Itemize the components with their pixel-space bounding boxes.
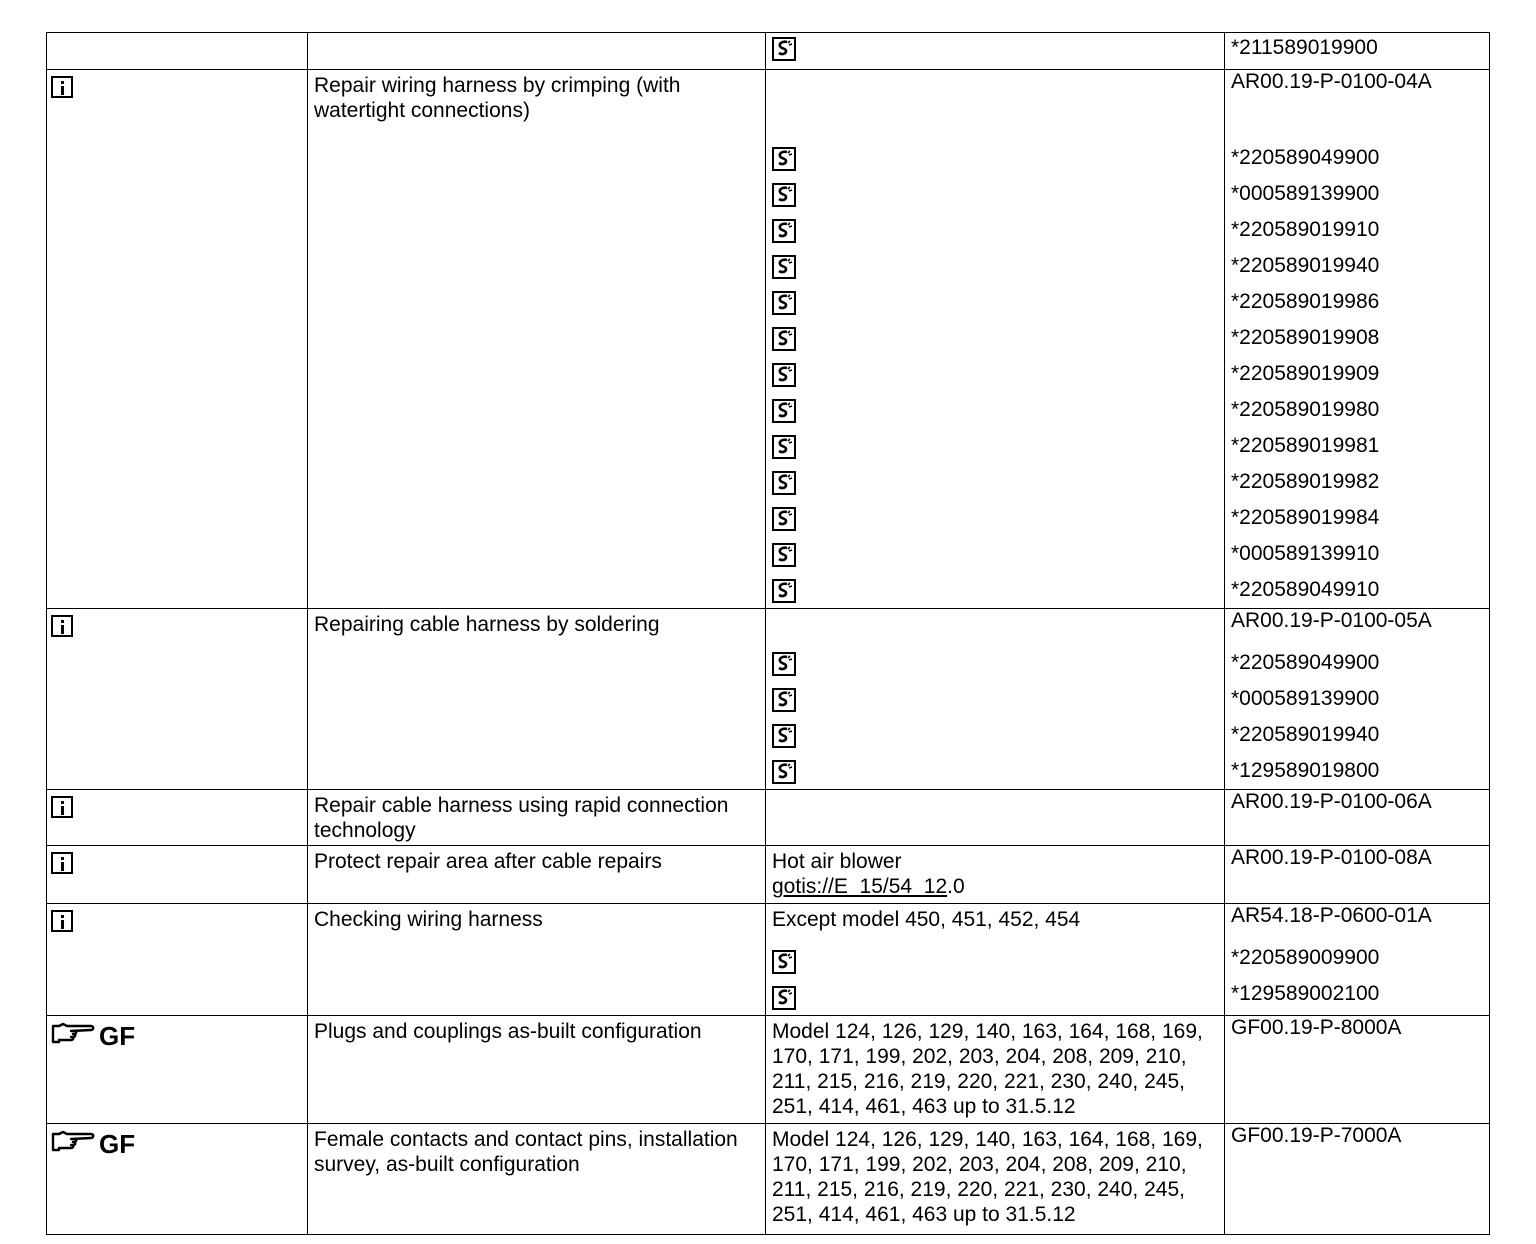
link-suffix: .0 — [947, 875, 965, 898]
note-text: Model 124, 126, 129, 140, 163, 164, 168, 169, 170, 171, 199, 202, 203, 204, 208, 209, 210, 211, 215, 216, 219, 220, 221, 230, 240, 245, 251, 414, 461, 463 up to 31.5.12 — [772, 1128, 1203, 1226]
document-ref[interactable]: AR00.19-P-0100-04A — [1231, 70, 1432, 93]
description-text: Plugs and couplings as-built configuration — [314, 1020, 702, 1043]
gf-label: GF — [99, 1129, 136, 1159]
icon-cell — [47, 1016, 308, 1124]
info-icon[interactable] — [51, 615, 73, 637]
pointing-hand-icon — [51, 1128, 99, 1161]
reference-cell — [1225, 790, 1490, 846]
reference-cell — [1225, 1124, 1490, 1235]
icon-cell — [47, 33, 308, 70]
table-row — [47, 790, 1490, 846]
special-tool-icon[interactable] — [772, 507, 796, 531]
tool-number[interactable]: *220589019940 — [1231, 723, 1380, 746]
notes-cell — [766, 904, 1225, 1016]
special-tool-line — [766, 392, 1224, 428]
special-tool-icon[interactable] — [772, 688, 796, 712]
special-tool-line — [766, 320, 1224, 356]
note-line: Hot air blower — [772, 850, 902, 873]
tool-number[interactable]: *220589049900 — [1231, 651, 1380, 674]
note-link-line — [772, 874, 1220, 899]
special-tool-icon[interactable] — [772, 219, 796, 243]
reference-cell — [1225, 904, 1490, 1016]
special-tool-line — [766, 356, 1224, 392]
empty-line — [766, 609, 1224, 645]
description-text: Female contacts and contact pins, installation survey, as-built configuration — [314, 1128, 738, 1176]
pointing-hand-icon — [51, 1020, 99, 1053]
gotis-link[interactable]: gotis://E_15/54_12 — [772, 875, 948, 898]
special-tool-line — [766, 753, 1224, 789]
gf-link[interactable] — [51, 1128, 307, 1161]
notes-cell — [766, 609, 1225, 790]
table-row — [47, 904, 1490, 1016]
tool-number[interactable]: *220589019909 — [1231, 362, 1380, 385]
special-tool-line — [766, 500, 1224, 536]
notes-cell — [766, 790, 1225, 846]
notes-cell — [766, 1124, 1225, 1235]
info-icon[interactable] — [51, 76, 73, 98]
description-cell — [308, 609, 766, 790]
info-icon[interactable] — [51, 796, 73, 818]
note-text — [766, 846, 1224, 899]
table-row — [47, 70, 1490, 609]
description-cell — [308, 1016, 766, 1124]
document-ref[interactable]: AR00.19-P-0100-08A — [1231, 846, 1432, 869]
tool-number[interactable]: *220589019910 — [1231, 218, 1380, 241]
notes-cell — [766, 1016, 1225, 1124]
special-tool-icon[interactable] — [772, 363, 796, 387]
description-text: Repair wiring harness by crimping (with watertight connections) — [314, 74, 681, 122]
description-cell — [308, 1124, 766, 1235]
description-text: Protect repair area after cable repairs — [314, 850, 662, 873]
document-ref[interactable]: AR54.18-P-0600-01A — [1231, 904, 1432, 927]
special-tool-line — [766, 464, 1224, 500]
document-ref[interactable]: AR00.19-P-0100-05A — [1231, 609, 1432, 632]
tool-number[interactable]: *220589019981 — [1231, 434, 1380, 457]
table-row — [47, 1124, 1490, 1235]
tool-number[interactable]: *129589019800 — [1231, 759, 1380, 782]
description-text: Repair cable harness using rapid connection technology — [314, 794, 729, 842]
description-cell — [308, 846, 766, 904]
special-tool-line — [766, 645, 1224, 681]
special-tool-icon[interactable] — [772, 399, 796, 423]
gf-label: GF — [99, 1021, 136, 1051]
icon-cell — [47, 1124, 308, 1235]
note-text: Except model 450, 451, 452, 454 — [772, 908, 1081, 931]
tool-number[interactable]: *000589139900 — [1231, 182, 1380, 205]
special-tool-icon[interactable] — [772, 760, 796, 784]
special-tool-line — [766, 212, 1224, 248]
reference-cell — [1225, 70, 1490, 609]
gf-link[interactable] — [51, 1020, 307, 1053]
description-cell — [308, 790, 766, 846]
description-cell — [308, 33, 766, 70]
reference-cell — [1225, 33, 1490, 70]
description-text: Repairing cable harness by soldering — [314, 613, 660, 636]
table-row — [47, 846, 1490, 904]
tool-number[interactable]: *220589019984 — [1231, 506, 1380, 529]
tool-number[interactable]: *211589019900 — [1231, 36, 1378, 59]
empty-line — [766, 790, 1224, 826]
document-ref[interactable]: GF00.19-P-7000A — [1231, 1124, 1402, 1147]
special-tool-line — [766, 176, 1224, 212]
special-tool-icon[interactable] — [772, 950, 796, 974]
spacer — [766, 106, 1224, 140]
special-tool-icon[interactable] — [772, 579, 796, 603]
tool-number[interactable]: *220589049910 — [1231, 578, 1380, 601]
icon-cell — [47, 609, 308, 790]
special-tool-icon[interactable] — [772, 327, 796, 351]
special-tool-line — [766, 536, 1224, 572]
special-tool-line — [766, 979, 1224, 1015]
special-tool-icon[interactable] — [772, 183, 796, 207]
tool-number[interactable]: *220589019982 — [1231, 470, 1380, 493]
empty-line — [766, 70, 1224, 106]
icon-cell — [47, 846, 308, 904]
tool-number[interactable]: *129589002100 — [1231, 982, 1380, 1005]
tool-number[interactable]: *000589139910 — [1231, 542, 1380, 565]
special-tool-line — [766, 33, 1224, 67]
special-tool-line — [766, 681, 1224, 717]
special-tool-icon[interactable] — [772, 724, 796, 748]
special-tool-icon[interactable] — [772, 435, 796, 459]
reference-cell — [1225, 609, 1490, 790]
tool-number[interactable]: *220589019986 — [1231, 290, 1380, 313]
special-tool-line — [766, 717, 1224, 753]
tool-number[interactable]: *220589019980 — [1231, 398, 1380, 421]
reference-cell — [1225, 1016, 1490, 1124]
description-text: Checking wiring harness — [314, 908, 543, 931]
tool-number[interactable]: *220589019908 — [1231, 326, 1380, 349]
spacer — [1225, 106, 1489, 140]
table-row — [47, 609, 1490, 790]
document-ref[interactable]: GF00.19-P-8000A — [1231, 1016, 1402, 1039]
special-tool-line — [766, 428, 1224, 464]
special-tool-line — [766, 284, 1224, 320]
description-cell — [308, 904, 766, 1016]
tool-number[interactable]: *220589009900 — [1231, 946, 1380, 969]
special-tool-icon[interactable] — [772, 986, 796, 1010]
special-tool-icon[interactable] — [772, 291, 796, 315]
tool-number[interactable]: *220589019940 — [1231, 254, 1380, 277]
tool-number[interactable]: *000589139900 — [1231, 687, 1380, 710]
document-table — [46, 32, 1490, 1235]
description-cell — [308, 70, 766, 609]
icon-cell — [47, 70, 308, 609]
icon-cell — [47, 904, 308, 1016]
info-icon[interactable] — [51, 852, 73, 874]
special-tool-line — [766, 140, 1224, 176]
note-text: Model 124, 126, 129, 140, 163, 164, 168, 169, 170, 171, 199, 202, 203, 204, 208, 209, 210, 211, 215, 216, 219, 220, 221, 230, 240, 245, 251, 414, 461, 463 up to 31.5.12 — [772, 1020, 1203, 1118]
notes-cell — [766, 846, 1225, 904]
info-icon[interactable] — [51, 910, 73, 932]
special-tool-line — [766, 572, 1224, 608]
special-tool-line — [766, 248, 1224, 284]
notes-cell — [766, 70, 1225, 609]
special-tool-icon[interactable] — [772, 37, 796, 61]
special-tool-icon[interactable] — [772, 147, 796, 171]
special-tool-icon[interactable] — [772, 652, 796, 676]
table-row — [47, 1016, 1490, 1124]
icon-cell — [47, 790, 308, 846]
table-row — [47, 33, 1490, 70]
special-tool-line — [766, 943, 1224, 979]
special-tool-icon[interactable] — [772, 543, 796, 567]
document-ref[interactable]: AR00.19-P-0100-06A — [1231, 790, 1432, 813]
reference-cell — [1225, 846, 1490, 904]
special-tool-icon[interactable] — [772, 471, 796, 495]
notes-cell — [766, 33, 1225, 70]
special-tool-icon[interactable] — [772, 255, 796, 279]
tool-number[interactable]: *220589049900 — [1231, 146, 1380, 169]
